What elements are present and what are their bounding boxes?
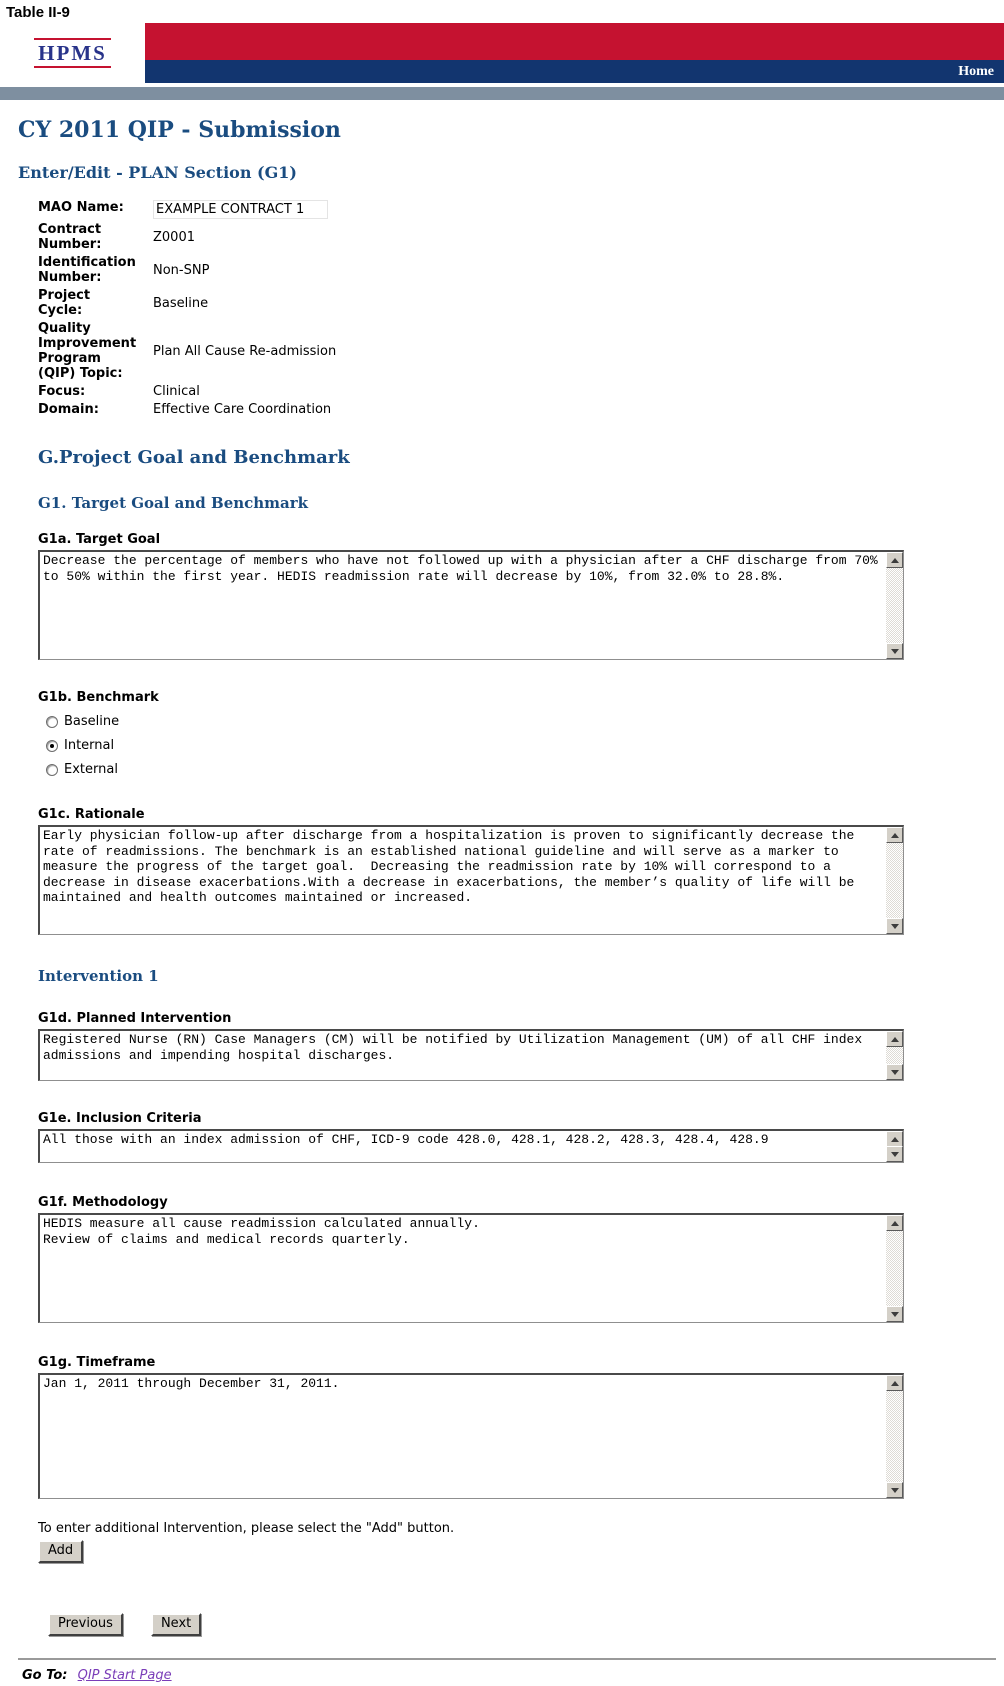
scroll-up-button[interactable] — [886, 552, 903, 568]
qip-start-page-link[interactable]: QIP Start Page — [77, 1668, 172, 1683]
info-label: Focus: — [38, 384, 86, 399]
header-bars — [145, 23, 1004, 83]
scrollbar[interactable] — [886, 1375, 903, 1498]
info-row-project-cycle — [38, 288, 458, 318]
field-label-g1d: G1d. Planned Intervention — [38, 1011, 232, 1026]
info-value: Plan All Cause Re-admission — [153, 343, 337, 359]
scrollbar[interactable] — [886, 552, 903, 659]
scroll-down-button[interactable] — [886, 643, 903, 659]
field-group-g1d — [38, 1011, 904, 1081]
info-label: Domain: — [38, 402, 99, 417]
field-group-g1g — [38, 1355, 904, 1499]
field-label-g1c: G1c. Rationale — [38, 807, 145, 822]
scroll-up-button[interactable] — [886, 1375, 903, 1391]
info-label: MAO Name: — [38, 200, 124, 215]
info-value: Baseline — [153, 295, 209, 311]
triangle-up-icon — [891, 1037, 899, 1042]
info-row-identification-number — [38, 255, 458, 285]
field-group-g1c — [38, 807, 904, 935]
field-label-g1e: G1e. Inclusion Criteria — [38, 1111, 202, 1126]
triangle-up-icon — [891, 833, 899, 838]
field-group-g1b — [38, 690, 1004, 777]
add-button[interactable]: Add — [38, 1540, 83, 1563]
textarea-frame — [38, 1373, 904, 1499]
scroll-up-button[interactable] — [886, 827, 903, 843]
radio-label: External — [64, 762, 118, 777]
home-link[interactable]: Home — [958, 63, 994, 79]
triangle-up-icon — [891, 1221, 899, 1226]
timeframe-textarea[interactable] — [40, 1375, 903, 1498]
info-row-qip-topic — [38, 321, 458, 381]
triangle-down-icon — [891, 649, 899, 654]
rationale-textarea[interactable] — [40, 827, 903, 934]
textarea-frame — [38, 1029, 904, 1081]
inclusion-criteria-textarea[interactable] — [40, 1131, 903, 1162]
target-goal-textarea[interactable] — [40, 552, 903, 659]
scroll-down-button[interactable] — [886, 918, 903, 934]
field-label-g1g: G1g. Timeframe — [38, 1355, 156, 1370]
subsection-heading-g1: G1. Target Goal and Benchmark — [38, 494, 309, 512]
triangle-up-icon — [891, 1381, 899, 1386]
scroll-down-button[interactable] — [886, 1146, 903, 1162]
scrollbar[interactable] — [886, 827, 903, 934]
triangle-down-icon — [891, 924, 899, 929]
scroll-up-button[interactable] — [886, 1031, 903, 1047]
section-heading-project-goal: G.Project Goal and Benchmark — [38, 447, 350, 468]
info-label: Contract Number: — [38, 222, 102, 252]
scrollbar[interactable] — [886, 1031, 903, 1080]
field-label-g1b: G1b. Benchmark — [38, 690, 159, 705]
scroll-down-button[interactable] — [886, 1064, 903, 1080]
scroll-up-button[interactable] — [886, 1131, 903, 1147]
scroll-down-button[interactable] — [886, 1306, 903, 1322]
info-row-focus — [38, 384, 458, 399]
scrollbar[interactable] — [886, 1131, 903, 1162]
textarea-frame — [38, 1213, 904, 1323]
info-value: Non-SNP — [153, 262, 210, 278]
red-banner — [145, 23, 1004, 60]
triangle-up-icon — [891, 558, 899, 563]
radio-label: Internal — [64, 738, 115, 753]
scroll-up-button[interactable] — [886, 1215, 903, 1231]
footer-divider — [18, 1658, 996, 1660]
navy-banner — [145, 60, 1004, 83]
hpms-logo: HPMS — [34, 38, 111, 68]
radio-button[interactable] — [46, 716, 58, 728]
textarea-frame — [38, 825, 904, 935]
field-group-g1e — [38, 1111, 904, 1163]
field-label-g1a: G1a. Target Goal — [38, 532, 161, 547]
previous-button[interactable]: Previous — [48, 1613, 123, 1636]
info-label: Identification Number: — [38, 255, 136, 285]
nav-buttons — [48, 1613, 1004, 1636]
info-value: EXAMPLE CONTRACT 1 — [153, 200, 328, 219]
info-value: Clinical — [153, 384, 200, 399]
page-subtitle: Enter/Edit - PLAN Section (G1) — [18, 163, 297, 182]
page-title: CY 2011 QIP - Submission — [18, 117, 341, 143]
scrollbar[interactable] — [886, 1215, 903, 1322]
contract-info-table — [38, 200, 458, 417]
radio-option-baseline[interactable] — [46, 714, 1004, 729]
radio-button[interactable] — [46, 740, 58, 752]
intervention-heading: Intervention 1 — [38, 967, 159, 985]
triangle-down-icon — [891, 1070, 899, 1075]
masthead — [0, 23, 1004, 83]
info-value: Z0001 — [153, 229, 195, 245]
info-label: Quality Improvement Program (QIP) Topic: — [38, 321, 137, 381]
info-label: Project Cycle: — [38, 288, 91, 318]
radio-button[interactable] — [46, 764, 58, 776]
triangle-down-icon — [891, 1488, 899, 1493]
goto-label: Go To: — [22, 1668, 68, 1683]
methodology-textarea[interactable] — [40, 1215, 903, 1322]
triangle-up-icon — [891, 1137, 899, 1142]
radio-label: Baseline — [64, 714, 120, 729]
planned-intervention-textarea[interactable] — [40, 1031, 903, 1080]
textarea-frame — [38, 1129, 904, 1163]
radio-option-internal[interactable] — [46, 738, 1004, 753]
footer-goto — [22, 1668, 1004, 1683]
field-group-g1f — [38, 1195, 904, 1323]
next-button[interactable]: Next — [151, 1613, 201, 1636]
logo-cell — [0, 23, 145, 83]
radio-option-external[interactable] — [46, 762, 1004, 777]
field-label-g1f: G1f. Methodology — [38, 1195, 168, 1210]
scroll-down-button[interactable] — [886, 1482, 903, 1498]
triangle-down-icon — [891, 1312, 899, 1317]
gray-divider-bar — [0, 87, 1004, 100]
add-intervention-note: To enter additional Intervention, please select the "Add" button. — [38, 1521, 455, 1536]
info-value: Effective Care Coordination — [153, 402, 332, 417]
field-group-g1a — [38, 532, 904, 660]
info-row-contract-number — [38, 222, 458, 252]
triangle-down-icon — [891, 1152, 899, 1157]
main-content — [0, 117, 1004, 1683]
info-row-mao-name — [38, 200, 458, 219]
textarea-frame — [38, 550, 904, 660]
info-row-domain — [38, 402, 458, 417]
table-caption: Table II-9 — [6, 4, 70, 21]
